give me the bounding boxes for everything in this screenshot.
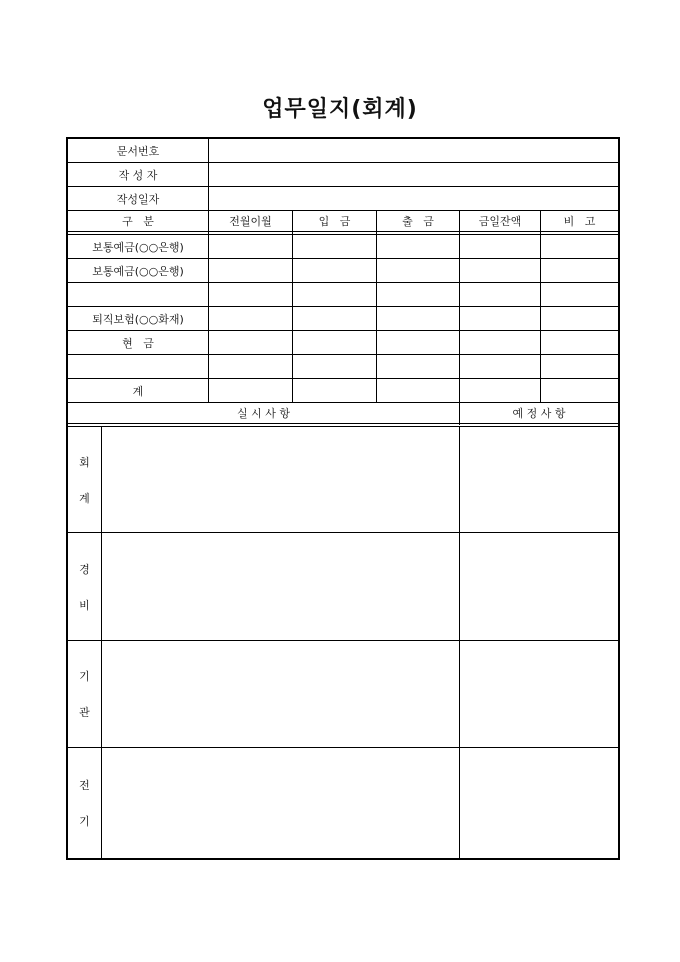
side-label-char: 기 [79, 815, 90, 828]
writer-field[interactable] [209, 163, 618, 186]
side-label-previous [68, 748, 101, 858]
date-label: 작성일자 [116, 192, 160, 206]
divider [376, 211, 377, 403]
divider [459, 211, 460, 425]
col-deposit: 입 금 [318, 215, 351, 228]
row-label: 보통예금(○○은행) [92, 240, 184, 254]
side-label-char: 비 [79, 598, 90, 612]
page-title: 업무일지(회계) [262, 97, 418, 122]
col-today-balance: 금일잔액 [478, 215, 522, 228]
side-label-institution [68, 641, 101, 747]
side-label-char: 회 [79, 455, 90, 469]
double-divider [68, 423, 618, 427]
col-note: 비 고 [563, 215, 596, 228]
col-category: 구 분 [122, 215, 154, 228]
divider [68, 532, 618, 533]
side-label-char: 경 [79, 562, 90, 576]
row-label: 보통예금(○○은행) [92, 264, 184, 278]
row-label-total: 계 [132, 384, 144, 398]
writer-label: 작 성 자 [118, 168, 158, 182]
side-label-char: 기 [79, 670, 90, 683]
divider [101, 426, 102, 860]
divider [292, 211, 293, 403]
row-label [68, 283, 208, 306]
side-label-expense [68, 533, 101, 640]
divider [68, 747, 618, 748]
col-prev-balance: 전월이월 [229, 215, 272, 228]
section-planned-header: 예 정 사 항 [512, 407, 566, 420]
row-label: 퇴직보험(○○화재) [92, 312, 184, 326]
section-done-header: 실 시 사 항 [237, 407, 290, 420]
divider [459, 426, 460, 860]
divider [540, 211, 541, 403]
date-field[interactable] [209, 187, 618, 210]
doc-number-field[interactable] [209, 139, 618, 162]
row-label [68, 355, 208, 378]
side-label-char: 계 [79, 491, 90, 505]
side-label-char: 관 [79, 706, 90, 719]
doc-number-label: 문서번호 [116, 144, 160, 158]
side-label-accounting [68, 427, 101, 532]
side-label-char: 전 [79, 779, 90, 792]
divider [68, 640, 618, 641]
col-withdrawal: 출 금 [402, 215, 434, 228]
work-log-form [66, 137, 620, 860]
row-label: 현 금 [122, 336, 154, 350]
